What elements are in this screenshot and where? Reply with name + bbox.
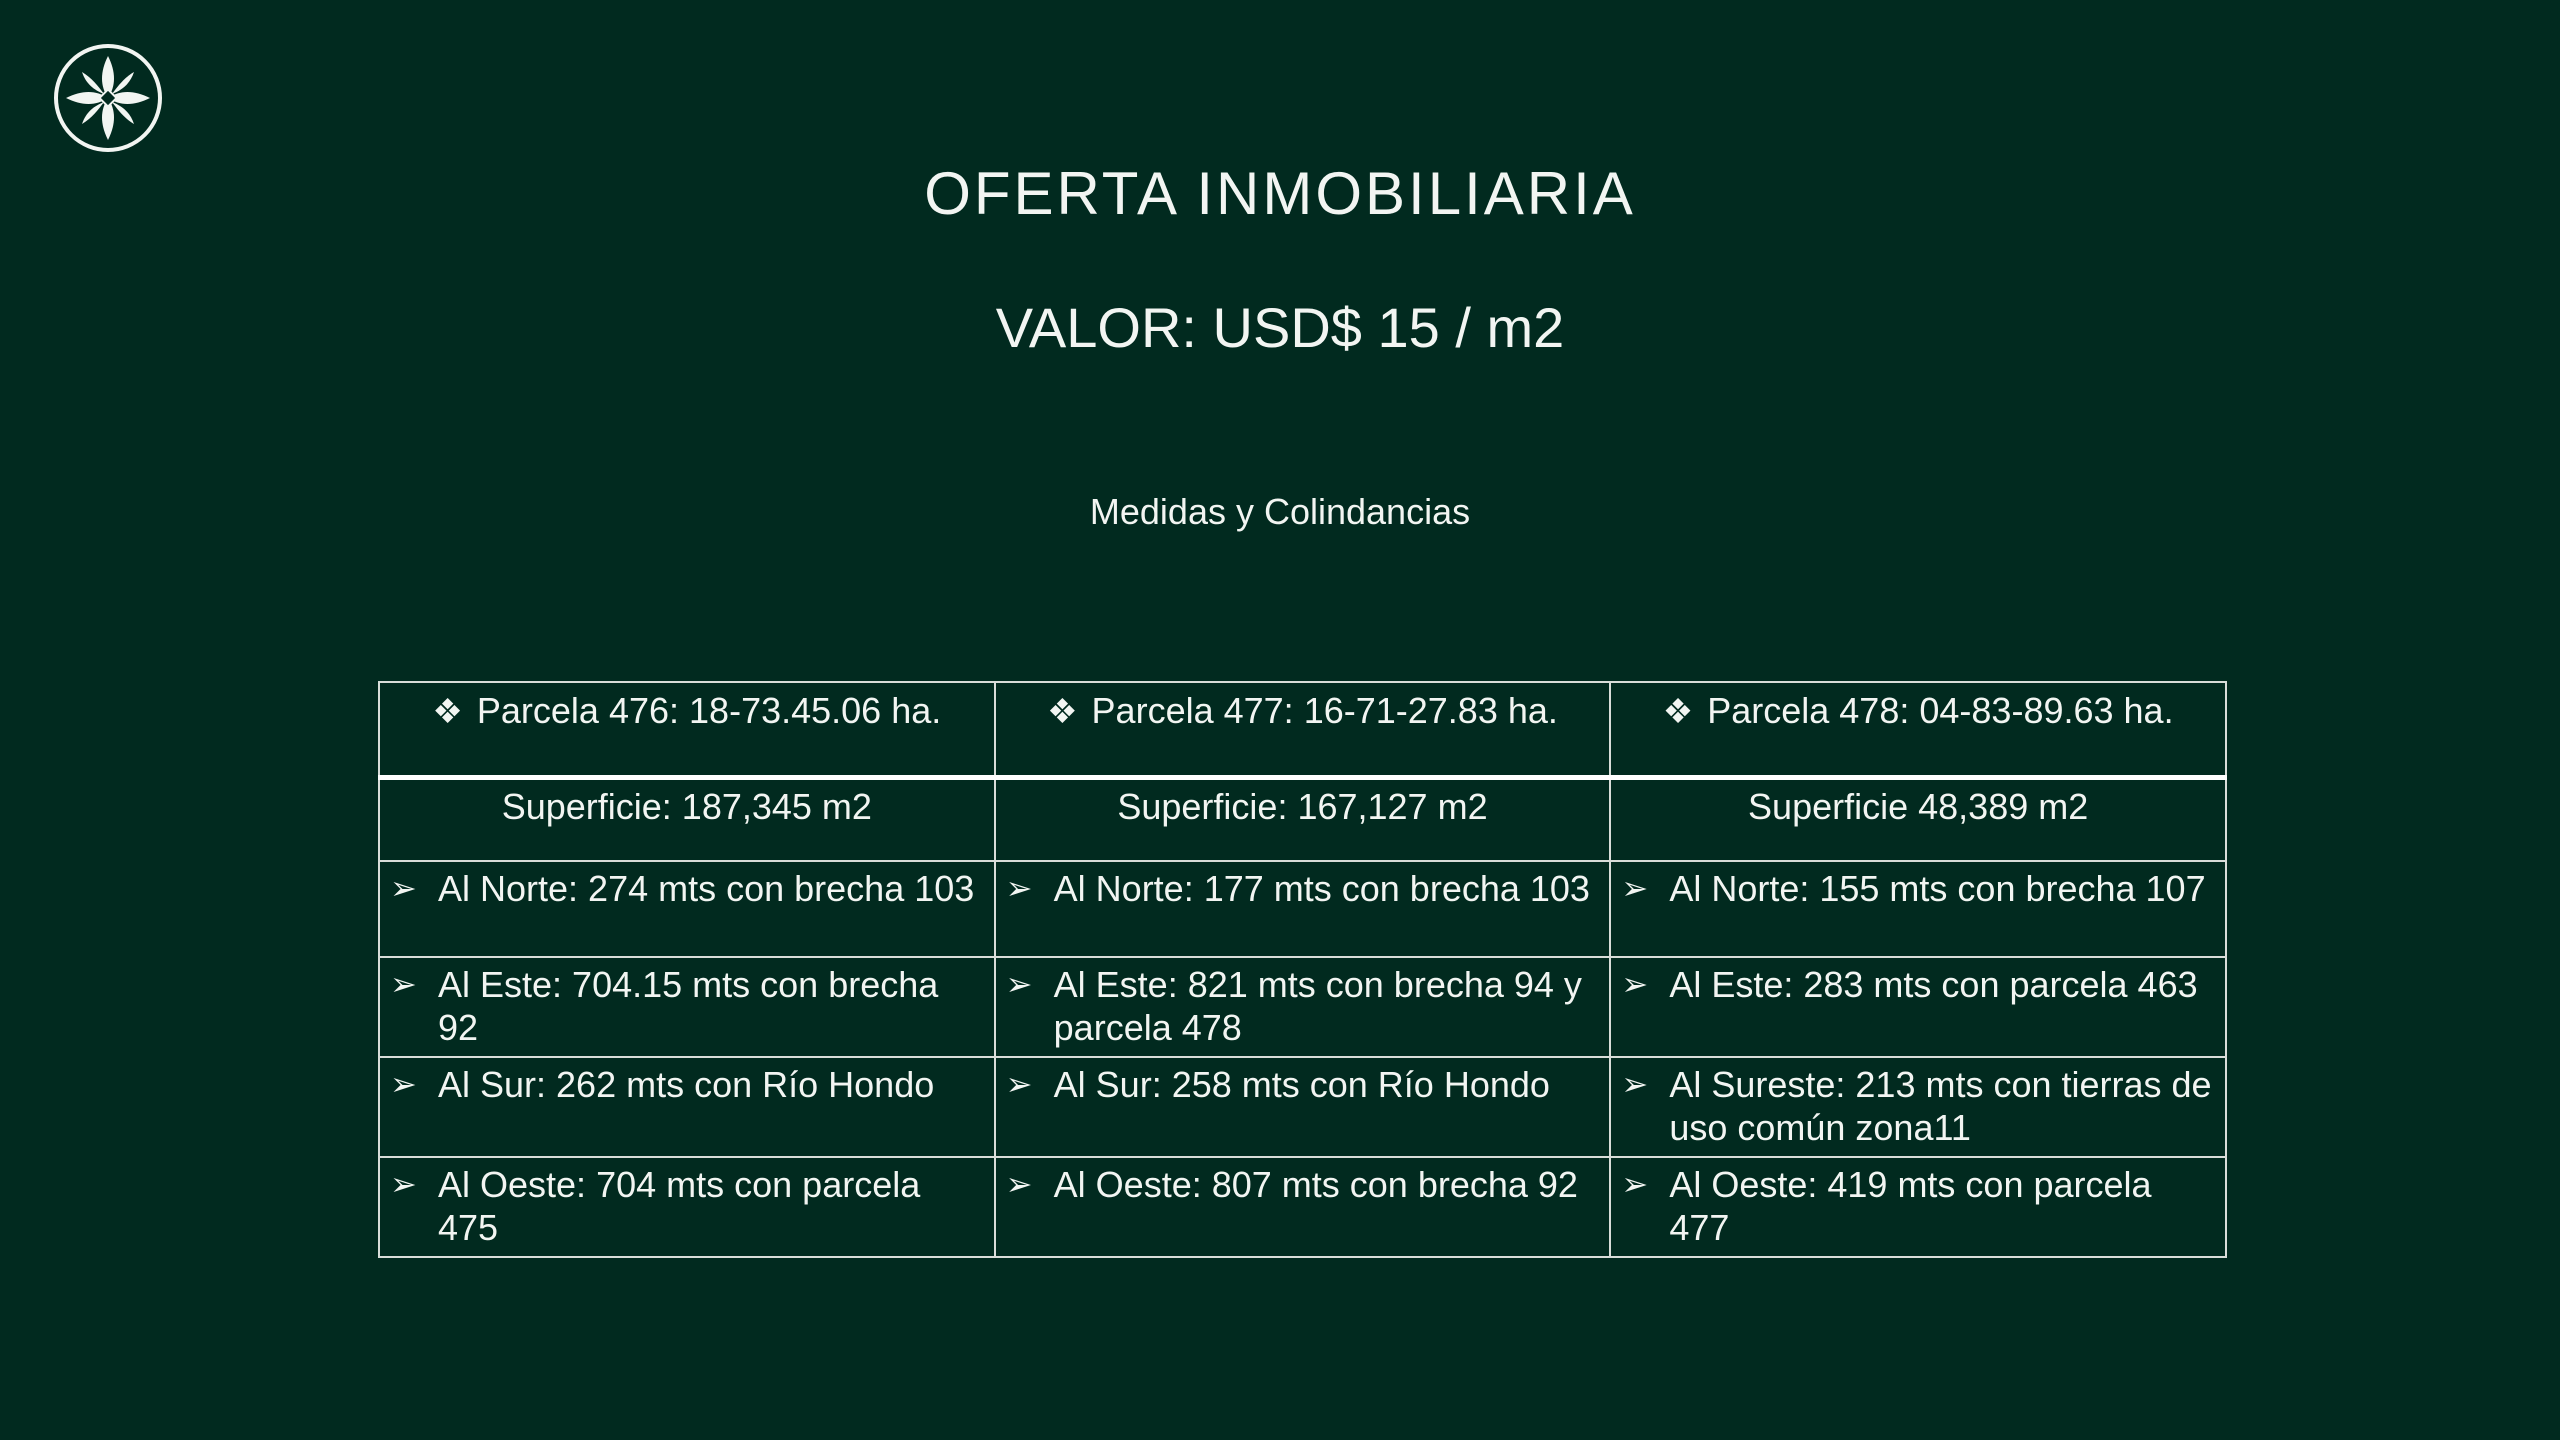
surface-row: [379, 778, 2226, 862]
surface-cell: [1610, 778, 2226, 862]
parcel-label: Parcela 478:: [1707, 690, 1910, 731]
boundary-cell: [995, 957, 1611, 1057]
parcel-label: Parcela 476:: [476, 690, 680, 731]
boundary-text: Al Sur: 262 mts con Río Hondo: [438, 1064, 935, 1105]
boundary-row: [379, 1057, 2226, 1157]
surface-cell: [995, 778, 1611, 862]
boundary-text: Al Sureste: 213 mts con tierras de uso común zona11: [1669, 1064, 2212, 1148]
page-title: OFERTA INMOBILIARIA: [924, 160, 1636, 227]
boundary-row: [379, 957, 2226, 1057]
boundary-cell: [379, 861, 995, 957]
arrow-bullet-icon: ➢: [1005, 966, 1033, 1002]
arrow-bullet-icon: ➢: [1005, 1066, 1033, 1102]
four-diamond-bullet-icon: ❖: [432, 693, 463, 731]
boundary-row: [379, 861, 2226, 957]
boundary-text: Al Oeste: 419 mts con parcela 477: [1669, 1164, 2152, 1248]
arrow-bullet-icon: ➢: [1005, 870, 1033, 906]
arrow-bullet-icon: ➢: [390, 1066, 417, 1102]
parcel-area: 16-71-27.83 ha.: [1303, 690, 1558, 731]
compass-flower-logo: [52, 42, 164, 154]
boundary-text: Al Este: 704.15 mts con brecha 92: [438, 964, 939, 1048]
parcel-area: 18-73.45.06 ha.: [689, 690, 942, 731]
boundary-cell: [379, 1057, 995, 1157]
arrow-bullet-icon: ➢: [390, 1166, 417, 1202]
section-label: Medidas y Colindancias: [1089, 491, 1471, 532]
boundary-cell: [995, 1057, 1611, 1157]
parcels-table: [378, 681, 2227, 1258]
boundary-cell: [1610, 957, 2226, 1057]
arrow-bullet-icon: ➢: [1621, 966, 1649, 1002]
boundary-text: Al Este: 821 mts con brecha 94 y parcela 478: [1053, 964, 1582, 1048]
boundary-text: Al Oeste: 807 mts con brecha 92: [1053, 1164, 1578, 1205]
boundary-text: Al Oeste: 704 mts con parcela 475: [438, 1164, 921, 1248]
boundary-cell: [1610, 1057, 2226, 1157]
boundary-cell: [379, 957, 995, 1057]
boundary-text: Al Este: 283 mts con parcela 463: [1669, 964, 2198, 1005]
arrow-bullet-icon: ➢: [1621, 870, 1649, 906]
surface-text: Superficie: 187,345 m2: [501, 786, 872, 827]
arrow-bullet-icon: ➢: [390, 870, 417, 906]
table-header-row: [379, 682, 2226, 778]
arrow-bullet-icon: ➢: [1621, 1166, 1649, 1202]
parcel-area: 04-83-89.63 ha.: [1919, 690, 2174, 731]
parcel-header-cell: [379, 682, 995, 778]
boundary-text: Al Norte: 155 mts con brecha 107: [1669, 868, 2206, 909]
surface-text: Superficie 48,389 m2: [1748, 786, 2089, 827]
boundary-text: Al Sur: 258 mts con Río Hondo: [1053, 1064, 1550, 1105]
arrow-bullet-icon: ➢: [1005, 1166, 1033, 1202]
four-diamond-bullet-icon: ❖: [1047, 693, 1078, 731]
parcel-label: Parcela 477:: [1091, 690, 1294, 731]
boundary-cell: [379, 1157, 995, 1257]
four-diamond-bullet-icon: ❖: [1662, 693, 1694, 731]
surface-text: Superficie: 167,127 m2: [1117, 786, 1488, 827]
arrow-bullet-icon: ➢: [390, 966, 417, 1002]
boundary-text: Al Norte: 274 mts con brecha 103: [438, 868, 975, 909]
boundary-text: Al Norte: 177 mts con brecha 103: [1053, 868, 1590, 909]
parcel-header-cell: [1610, 682, 2226, 778]
boundary-cell: [995, 1157, 1611, 1257]
arrow-bullet-icon: ➢: [1621, 1066, 1649, 1102]
surface-cell: [379, 778, 995, 862]
boundary-cell: [995, 861, 1611, 957]
boundary-row: [379, 1157, 2226, 1257]
parcel-header-cell: [995, 682, 1611, 778]
boundary-cell: [1610, 1157, 2226, 1257]
boundary-cell: [1610, 861, 2226, 957]
price-value: VALOR: USD$ 15 / m2: [995, 296, 1565, 359]
